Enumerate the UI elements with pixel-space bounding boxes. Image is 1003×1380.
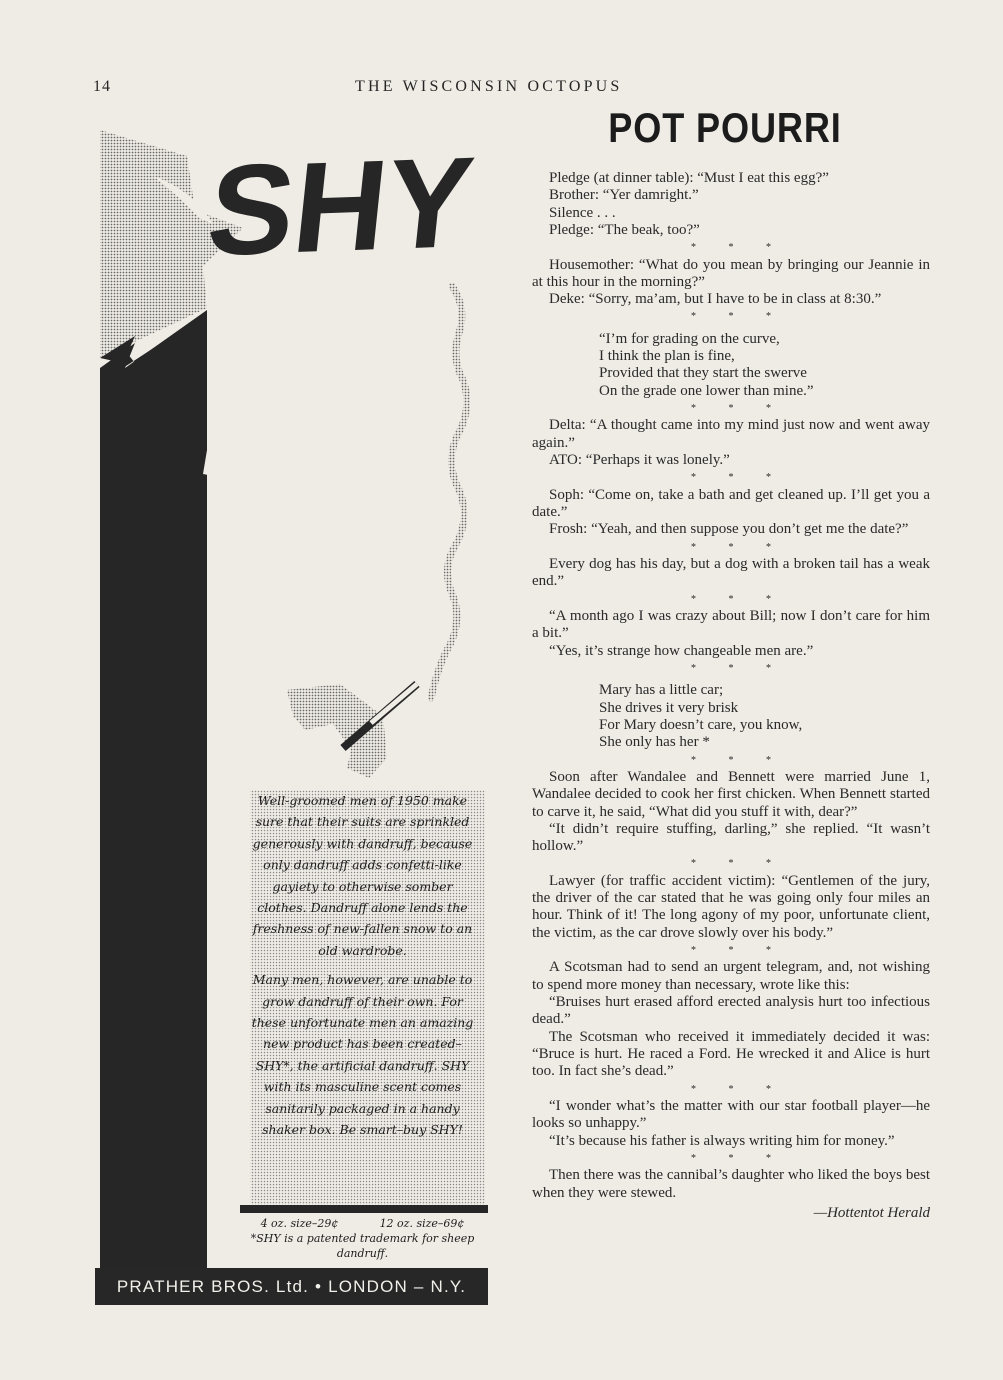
trademark-note: *SHY is a patented trademark for sheep dandruff.	[250, 1232, 475, 1260]
smoke-wisp	[431, 286, 467, 698]
joke-block	[532, 257, 930, 309]
ad-copy	[250, 790, 475, 1195]
paragraph: The Scotsman who received it immediately decided it was: “Bruce is hurt. He raced a Ford. He wrecked it and Alice is hurt too. In fact she’s dead.”	[532, 1028, 930, 1080]
shy-advertisement	[95, 118, 490, 1308]
verse-line: I think the plan is fine,	[599, 348, 735, 365]
joke-block	[532, 1167, 930, 1202]
paragraph: Deke: “Sorry, ma’am, but I have to be in class at 8:30.”	[549, 291, 882, 308]
brand-bar: PRATHER BROS. Ltd. • LONDON – N.Y.	[95, 1268, 488, 1305]
paragraph: “A month ago I was crazy about Bill; now I don’t care for him a bit.”	[532, 608, 930, 642]
joke-block	[532, 959, 930, 1080]
attribution: —Hottentot Herald	[813, 1204, 930, 1221]
paragraph: “Yes, it’s strange how changeable men are.”	[549, 642, 814, 659]
price-small: 4 oz. size–29¢	[260, 1217, 339, 1230]
verse-line: “I’m for grading on the curve,	[599, 330, 780, 347]
separator: * * *	[691, 593, 786, 605]
separator: * * *	[691, 1152, 786, 1164]
bottom-rule	[240, 1205, 488, 1213]
joke-block	[532, 873, 930, 942]
shy-logo: SHY	[201, 131, 480, 284]
paragraph: Lawyer (for traffic accident victim): “Gentlemen of the jury, the driver of the car stated that he was going only four miles an hour. Think of it! The long agony of my poor, unfortunate client, the victim, as the car drove slowly over his body.”	[532, 872, 930, 941]
paragraph: A Scotsman had to send an urgent telegram, and, not wishing to spend more money than necessary, wrote like this:	[532, 959, 930, 993]
paragraph: “I wonder what’s the matter with our star football player—he looks so unhappy.”	[532, 1097, 930, 1132]
paragraph: Silence . . .	[549, 204, 616, 221]
separator: * * *	[691, 662, 786, 674]
joke-block	[532, 769, 930, 855]
verse-line: She only has her *	[599, 734, 710, 751]
ad-copy-paragraph: Well-groomed men of 1950 make sure that their suits are sprinkled generously with dandruff, because only dandruff adds confetti-like gayiety to otherwise somber clothes. Dandruff alone lends the freshness of new-fallen snow to an old wardrobe.	[252, 793, 473, 958]
verse-line: She drives it very brisk	[599, 699, 739, 716]
separator: * * *	[691, 945, 786, 957]
separator: * * *	[691, 403, 786, 415]
separator: * * *	[691, 1083, 786, 1095]
paragraph: Pledge (at dinner table): “Must I eat this egg?”	[549, 170, 829, 186]
paragraph: “It didn’t require stuffing, darling,” she replied. “It wasn’t hollow.”	[532, 820, 930, 855]
ad-copy-paragraph: Many men, however, are unable to grow dandruff of their own. For these unfortunate men an amazing new product has been created– SHY*, the artificial dandruff. SHY with its masculine scent comes sanitarily packaged in a handy shaker box. Be smart–buy SHY!	[251, 972, 474, 1138]
separator: * * *	[691, 858, 786, 870]
joke-block	[532, 1098, 930, 1150]
joke-block	[532, 608, 930, 660]
hand-shape	[287, 684, 387, 778]
verse	[599, 682, 930, 751]
paragraph: Frosh: “Yeah, and then suppose you don’t get me the date?”	[549, 521, 909, 538]
paragraph: Every dog has his day, but a dog with a broken tail has a weak end.”	[532, 556, 930, 590]
paragraph: “Bruises hurt erased afford erected analysis hurt too infectious dead.”	[532, 994, 930, 1028]
running-title: THE WISCONSIN OCTOPUS	[355, 78, 623, 95]
paragraph: Soph: “Come on, take a bath and get cleaned up. I’ll get you a date.”	[532, 486, 930, 521]
joke-block	[532, 556, 930, 591]
paragraph: Then there was the cannibal’s daughter who liked the boys best when they were stewed.	[532, 1167, 930, 1201]
verse-line: On the grade one lower than mine.”	[599, 382, 814, 399]
paragraph: Brother: “Yer damright.”	[549, 187, 699, 204]
joke-block	[532, 487, 930, 539]
ad-pricing	[240, 1216, 485, 1261]
separator: * * *	[691, 311, 786, 323]
paragraph: Pledge: “The beak, too?”	[549, 221, 700, 238]
joke-block	[532, 417, 930, 469]
verse-line: Provided that they start the swerve	[599, 365, 807, 382]
paragraph: Delta: “A thought came into my mind just now and went away again.”	[532, 417, 930, 451]
separator: * * *	[691, 754, 786, 766]
paragraph: Housemother: “What do you mean by bringing our Jeannie in at this hour in the morning?”	[532, 256, 930, 290]
pocket-square	[203, 436, 256, 484]
verse	[599, 331, 930, 400]
article-column	[532, 170, 930, 1222]
paragraph: Soon after Wandalee and Bennett were married June 1, Wandalee decided to cook her first chicken. When Bennett started to carve it, he said, “What did you stuff it with, dear?”	[532, 768, 930, 820]
separator: * * *	[691, 541, 786, 553]
joke-block	[532, 170, 930, 239]
page-number: 14	[93, 78, 111, 95]
verse-line: Mary has a little car;	[599, 682, 724, 699]
price-large: 12 oz. size–69¢	[379, 1217, 465, 1230]
separator: * * *	[691, 472, 786, 484]
verse-line: For Mary doesn’t care, you know,	[599, 716, 803, 733]
paragraph: ATO: “Perhaps it was lonely.”	[549, 452, 730, 469]
separator: * * *	[691, 242, 786, 254]
paragraph: “It’s because his father is always writing him for money.”	[549, 1132, 895, 1149]
article-title: POT POURRI	[608, 104, 842, 151]
